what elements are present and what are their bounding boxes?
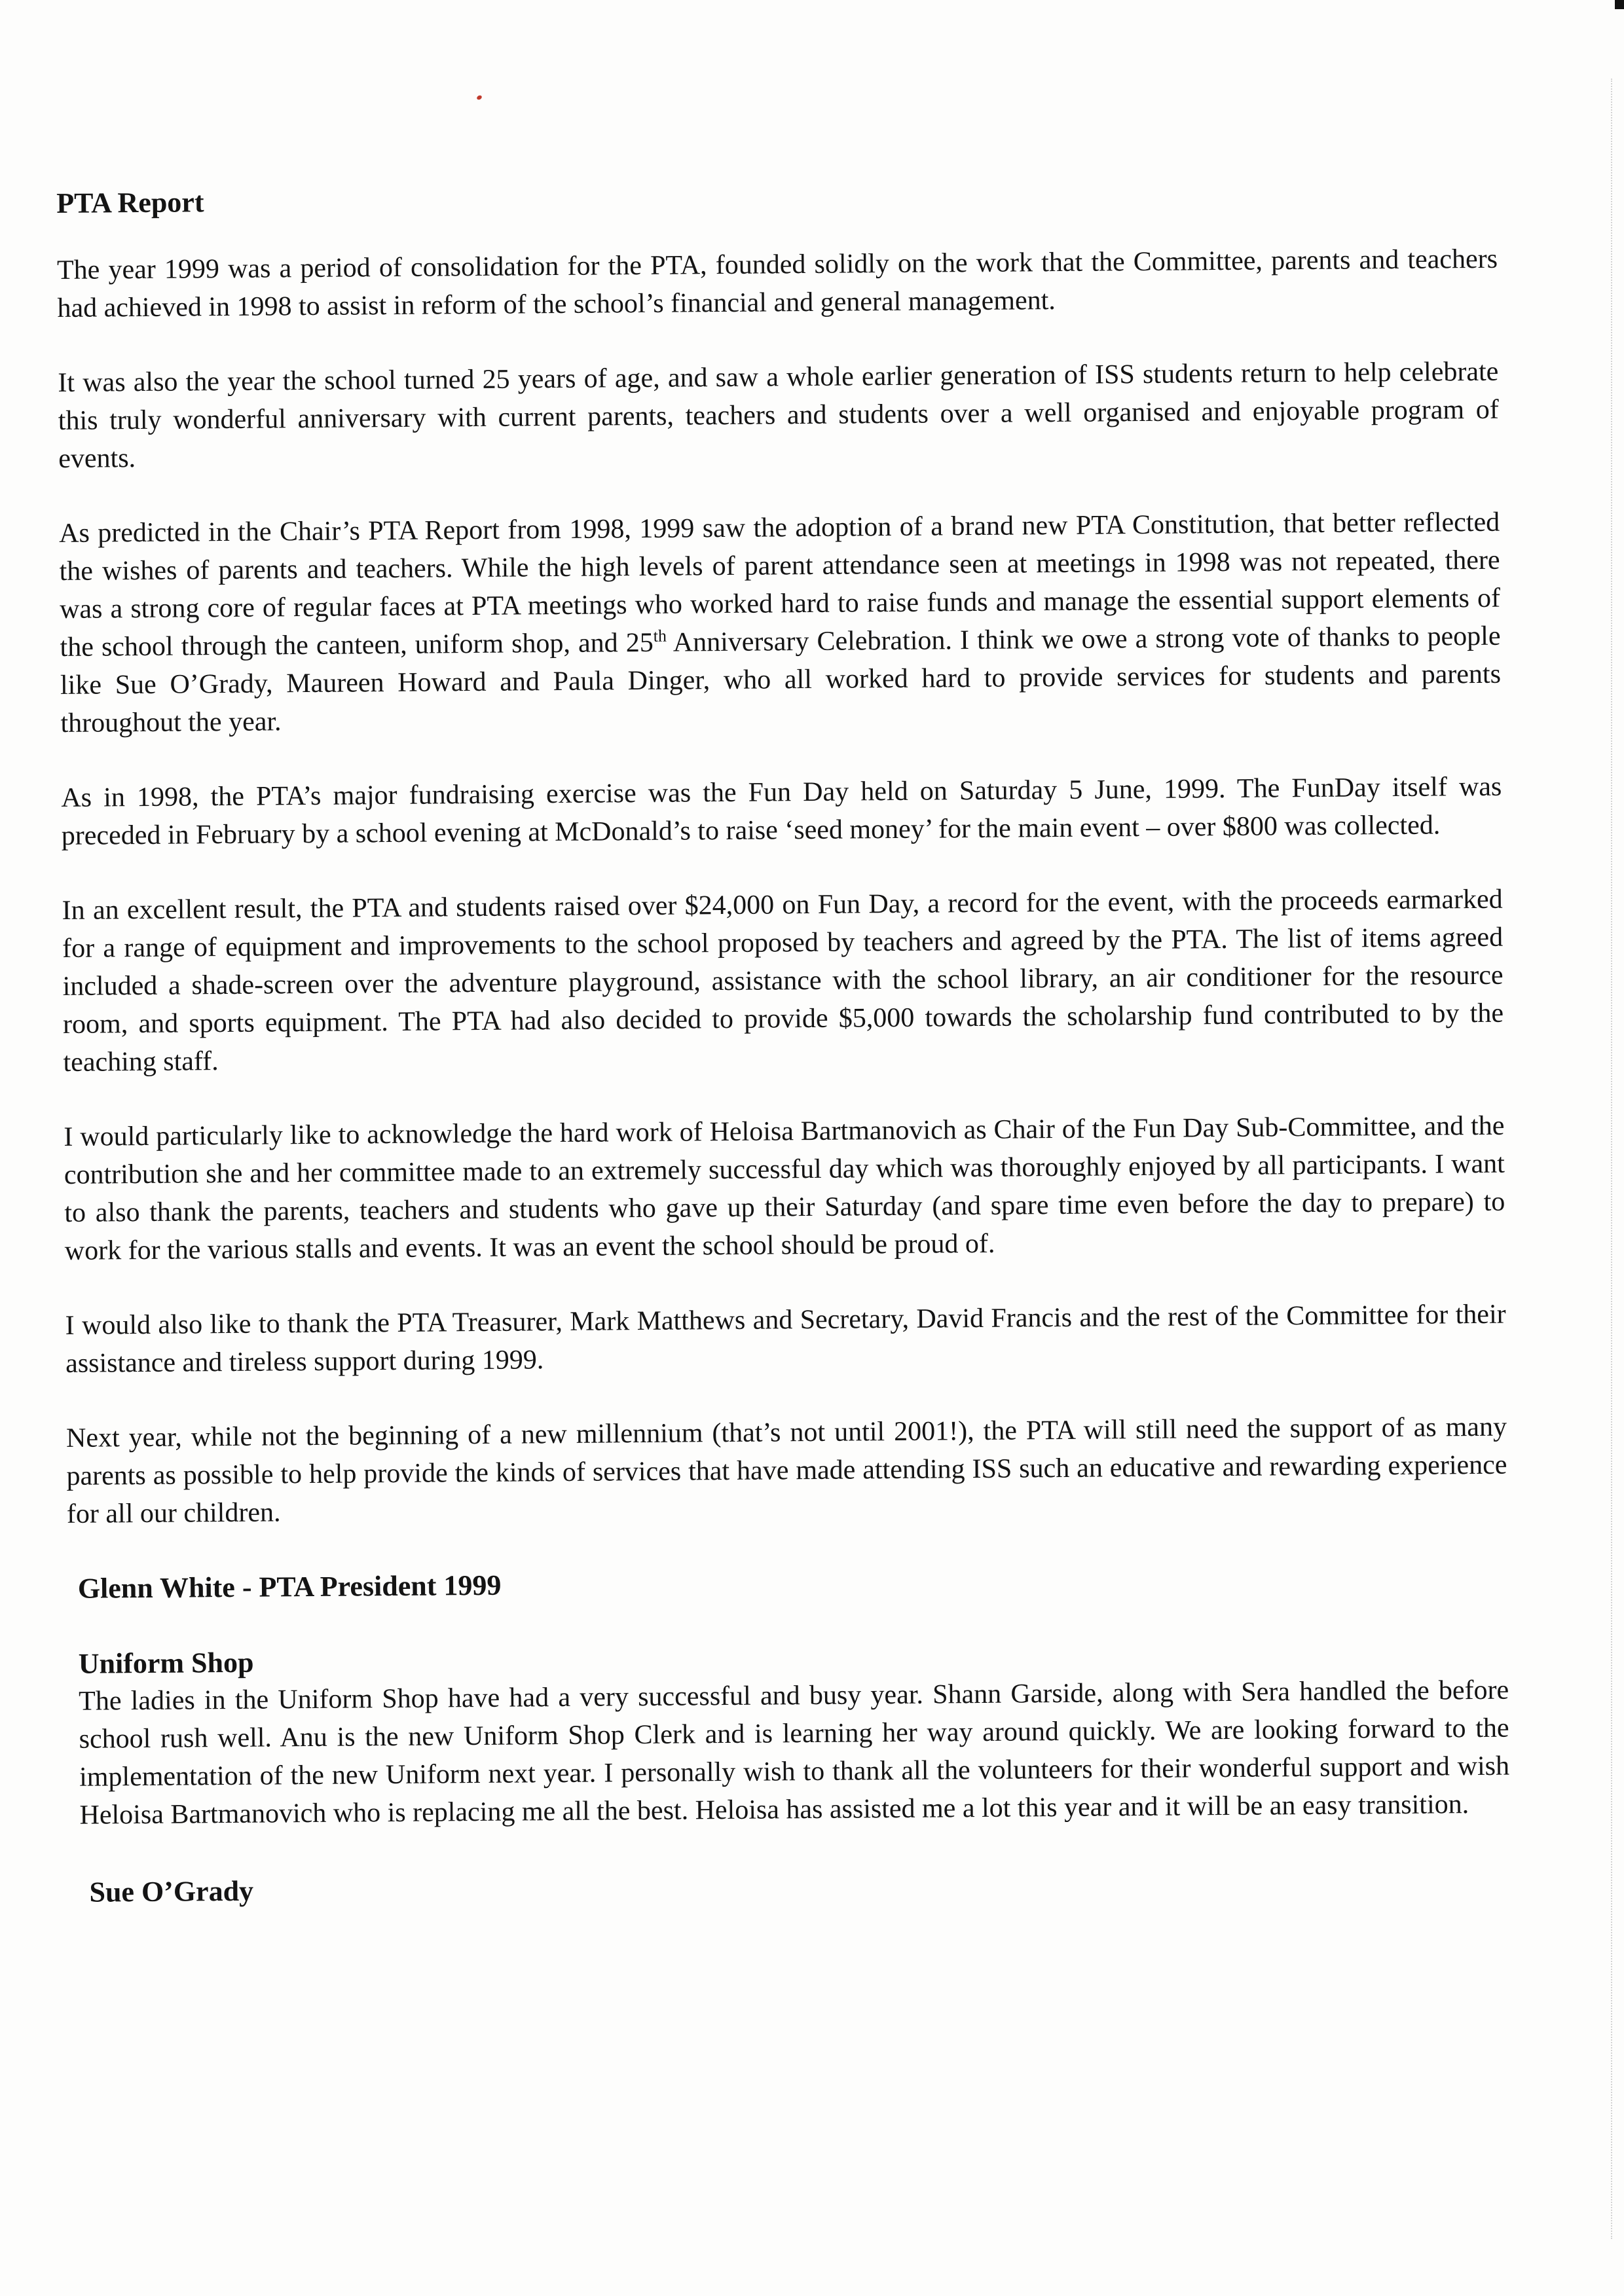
uniform-shop-title: Uniform Shop: [78, 1646, 254, 1680]
uniform-shop-signature: Sue O’Grady: [89, 1874, 254, 1908]
report-paragraph-3: As predicted in the Chair’s PTA Report from 1998, 1999 saw the adoption of a brand new PTA Constitution, that better reflected the wishes of parents and teachers. While the high levels of parent attendance seen at meetings in 1998 was not repeated, there was a strong core of regular faces at PTA meetings who worked hard to raise funds and manage the essential support elements of the school through the canteen, uniform shop, and 25th Anniversary Celebration. I think we owe a strong vote of thanks to people like Sue O’Grady, Maureen Howard and Paula Dinger, who all worked hard to provide services for students and parents throughout the year.: [59, 507, 1502, 738]
report-paragraph-5: In an excellent result, the PTA and students raised over $24,000 on Fun Day, a record for the event, with the proceeds earmarked for a range of equipment and improvements to the school proposed by teachers and agreed by the PTA. The list of items agreed included a shade-screen over the adventure playground, assistance with the school library, an air conditioner for the resource room, and sports equipment. The PTA had also decided to provide $5,000 towards the scholarship fund contributed to by the teaching staff.: [62, 884, 1504, 1078]
report-paragraph-7: I would also like to thank the PTA Treasurer, Mark Matthews and Secretary, David Francis and the rest of the Committee for their assistance and tireless support during 1999.: [65, 1299, 1506, 1379]
scan-edge-mark: [1615, 0, 1624, 9]
report-paragraph-6: I would particularly like to acknowledge the hard work of Heloisa Bartmanovich as Chair of the Fun Day Sub-Committee, and the contribution she and her committee made to an extremely successful day which was thoroughly enjoyed by all participants. I want to also thank the parents, teachers and students who gave up their Saturday (and spare time even before the day to prepare) to work for the various stalls and events. It was an event the school should be proud of.: [64, 1110, 1505, 1266]
scan-edge-shadow: [1611, 79, 1616, 2239]
report-signature: Glenn White - PTA President 1999: [77, 1569, 502, 1605]
document-body: [56, 173, 1511, 1912]
report-title: PTA Report: [56, 186, 204, 219]
report-paragraph-8: Next year, while not the beginning of a new millennium (that’s not until 2001!), the PTA will still need the support of as many parents as possible to help provide the kinds of services that have made attending ISS such an educative and rewarding experience for all our children.: [65, 1412, 1507, 1529]
ink-spot: [476, 94, 483, 100]
report-paragraph-2: It was also the year the school turned 25 years of age, and saw a whole earlier generation of ISS students return to help celebrate this truly wonderful anniversary with current parents, teachers and students over a well organised and enjoyable program of events.: [58, 356, 1499, 474]
report-paragraph-1: The year 1999 was a period of consolidation for the PTA, founded solidly on the work that the Committee, parents and teachers had achieved in 1998 to assist in reform of the school’s financial and general management.: [56, 244, 1498, 323]
uniform-shop-paragraph: The ladies in the Uniform Shop have had a very successful and busy year. Shann Garside, along with Sera handled the before school rush well. Anu is the new Uniform Shop Clerk and is learning her way around quickly. We are looking forward to the implementation of the new Uniform next year. I personally wish to thank all the volunteers for their wonderful support and wish Heloisa Bartmanovich who is replacing me all the best. Heloisa has assisted me a lot this year and it will be an easy transition.: [79, 1675, 1510, 1831]
report-paragraph-4: As in 1998, the PTA’s major fundraising exercise was the Fun Day held on Saturday 5 June, 1999. The FunDay itself was preceded in February by a school evening at McDonald’s to raise ‘seed money’ for the main event – over $800 was collected.: [61, 771, 1502, 851]
